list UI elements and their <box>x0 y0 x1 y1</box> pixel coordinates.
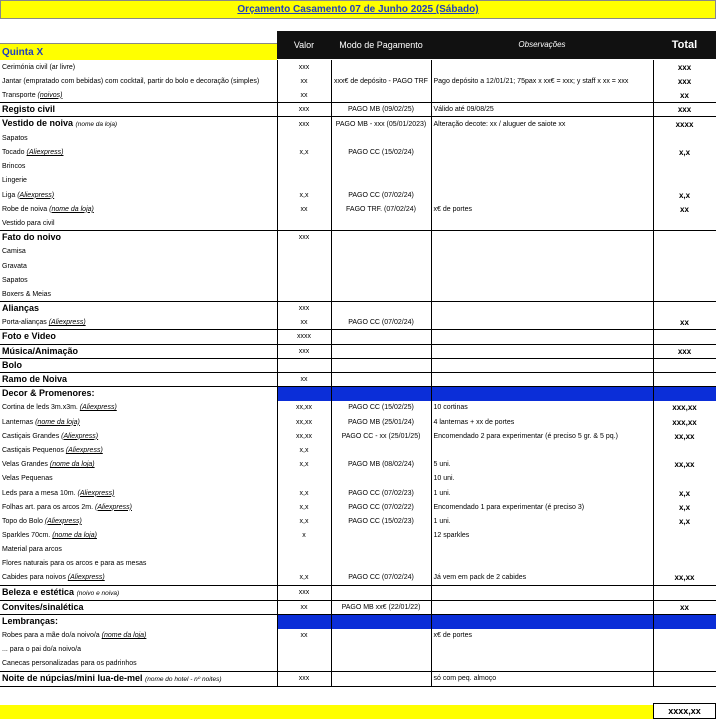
cell-obs[interactable] <box>431 358 653 372</box>
cell-obs[interactable]: 4 lanternas + xx de portes <box>431 415 653 429</box>
cell-valor[interactable]: xx <box>277 600 331 614</box>
row-note: (Aliexpress) <box>48 319 86 327</box>
cell-modo[interactable] <box>331 629 431 643</box>
table-row <box>0 486 716 500</box>
cell-total[interactable]: xxx <box>653 74 716 88</box>
cell-total[interactable] <box>653 585 716 600</box>
cell-valor[interactable]: xxx <box>277 117 331 132</box>
cell-modo[interactable] <box>331 245 431 259</box>
row-label[interactable]: Ramo de Noiva <box>0 372 277 386</box>
row-note: (Aliexpress) <box>65 446 103 454</box>
row-label[interactable]: Registo civil <box>0 103 277 117</box>
table-row <box>0 543 716 557</box>
cell-modo[interactable] <box>331 372 431 386</box>
cell-valor[interactable]: xx <box>277 88 331 102</box>
cell-obs[interactable] <box>431 216 653 230</box>
row-label[interactable]: Flores naturais para os arcos e para as mesas <box>0 557 277 571</box>
cell-obs[interactable] <box>431 245 653 259</box>
cell-obs[interactable] <box>431 131 653 145</box>
cell-total[interactable] <box>653 216 716 230</box>
row-note: (nome da loja) <box>101 632 147 640</box>
cell-modo[interactable] <box>331 657 431 671</box>
cell-obs[interactable] <box>431 316 653 330</box>
cell-modo[interactable] <box>331 174 431 188</box>
cell-total[interactable]: xxxx <box>653 117 716 132</box>
table-row <box>0 629 716 643</box>
row-label[interactable]: Transporte (noivos) <box>0 88 277 102</box>
cell-obs[interactable] <box>431 387 653 401</box>
cell-modo[interactable]: PAGO CC (07/02/24) <box>331 316 431 330</box>
table-row <box>0 557 716 571</box>
cell-obs[interactable]: 12 sparkles <box>431 529 653 543</box>
table-row <box>0 302 716 316</box>
cell-valor[interactable]: xxx <box>277 585 331 600</box>
cell-modo[interactable] <box>331 273 431 287</box>
cell-valor[interactable]: x <box>277 529 331 543</box>
table-row <box>0 60 716 74</box>
cell-valor[interactable] <box>277 358 331 372</box>
cell-valor[interactable] <box>277 160 331 174</box>
row-label[interactable]: Velas Grandes (nome da loja) <box>0 458 277 472</box>
row-label[interactable]: Robe de noiva (nome da loja) <box>0 202 277 216</box>
table-row <box>0 287 716 301</box>
cell-total[interactable] <box>653 443 716 457</box>
table-row <box>0 643 716 657</box>
header-modo: Modo de Pagamento <box>331 31 431 59</box>
cell-obs[interactable] <box>431 585 653 600</box>
table-row <box>0 500 716 514</box>
cell-valor[interactable] <box>277 472 331 486</box>
cell-obs[interactable] <box>431 557 653 571</box>
cell-modo[interactable] <box>331 60 431 74</box>
cell-modo[interactable] <box>331 671 431 686</box>
cell-obs[interactable]: Encomendado 2 para experimentar (é preciso 5 gr. & 5 pq.) <box>431 429 653 443</box>
cell-modo[interactable]: PAGO MB (09/02/25) <box>331 103 431 117</box>
table-row <box>0 387 716 401</box>
cell-valor[interactable] <box>277 657 331 671</box>
row-note: (nome da loja) <box>35 418 80 426</box>
cell-valor[interactable]: x,x <box>277 188 331 202</box>
cell-total[interactable] <box>653 643 716 657</box>
row-note: (noivos) <box>37 91 63 99</box>
row-note: (Aliexpress) <box>61 432 99 440</box>
cell-modo[interactable] <box>331 88 431 102</box>
section-header-quinta: Quinta X <box>0 43 277 60</box>
cell-obs[interactable] <box>431 443 653 457</box>
cell-obs[interactable]: 5 uni. <box>431 458 653 472</box>
row-note: (nome da loja) <box>75 121 118 129</box>
cell-total[interactable]: xx,xx <box>653 571 716 585</box>
row-note: (Aliexpress) <box>77 489 115 497</box>
cell-total[interactable] <box>653 231 716 245</box>
cell-valor[interactable] <box>277 387 331 401</box>
cell-total[interactable]: xxx <box>653 60 716 74</box>
cell-total[interactable] <box>653 160 716 174</box>
cell-valor[interactable]: x,x <box>277 145 331 159</box>
cell-obs[interactable] <box>431 287 653 301</box>
cell-total[interactable]: xx <box>653 316 716 330</box>
row-label[interactable]: Boxers & Meias <box>0 287 277 301</box>
table-row <box>0 216 716 230</box>
cell-modo[interactable] <box>331 557 431 571</box>
cell-valor[interactable] <box>277 245 331 259</box>
row-label[interactable]: Fato do noivo <box>0 231 277 245</box>
table-row <box>0 443 716 457</box>
cell-obs[interactable]: Alteração decote: xx / aluguer de saiote xx <box>431 117 653 132</box>
table-row <box>0 585 716 600</box>
row-label[interactable]: Folhas art. para os arcos 2m. (Aliexpress) <box>0 500 277 514</box>
cell-valor[interactable]: xx,xx <box>277 401 331 415</box>
cell-total[interactable]: x,x <box>653 188 716 202</box>
header-obs: Observações <box>431 31 653 59</box>
cell-total[interactable]: xx,xx <box>653 429 716 443</box>
cell-total[interactable]: x,x <box>653 514 716 528</box>
cell-total[interactable]: xx <box>653 202 716 216</box>
cell-total[interactable] <box>653 245 716 259</box>
cell-valor[interactable]: xx <box>277 316 331 330</box>
cell-obs[interactable]: 1 uni. <box>431 486 653 500</box>
cell-valor[interactable]: xxx <box>277 302 331 316</box>
cell-total[interactable]: xxx,xx <box>653 415 716 429</box>
cell-valor[interactable]: x,x <box>277 500 331 514</box>
budget-table <box>0 60 716 687</box>
cell-modo[interactable]: PAGO CC (15/02/24) <box>331 145 431 159</box>
cell-modo[interactable]: FAGO TRF. (07/02/24) <box>331 202 431 216</box>
cell-obs[interactable]: Pago depósito a 12/01/21; 75pax x xx€ = xxx; y staff x xx = xxx <box>431 74 653 88</box>
table-row <box>0 131 716 145</box>
cell-valor[interactable]: xxxx <box>277 330 331 344</box>
cell-valor[interactable]: xx <box>277 372 331 386</box>
row-label[interactable]: Bolo <box>0 358 277 372</box>
row-note: (nome da loja) <box>49 205 94 213</box>
cell-modo[interactable] <box>331 585 431 600</box>
cell-total[interactable] <box>653 287 716 301</box>
table-row <box>0 145 716 159</box>
cell-total[interactable] <box>653 330 716 344</box>
row-label[interactable]: Topo do Bolo (Aliexpress) <box>0 514 277 528</box>
cell-total[interactable]: xx,xx <box>653 458 716 472</box>
cell-obs[interactable] <box>431 259 653 273</box>
cell-total[interactable] <box>653 543 716 557</box>
cell-modo[interactable] <box>331 131 431 145</box>
row-note: (Aliexpress) <box>67 574 105 582</box>
cell-modo[interactable] <box>331 614 431 628</box>
cell-modo[interactable] <box>331 472 431 486</box>
row-label[interactable]: Cortina de leds 3m.x3m. (Aliexpress) <box>0 401 277 415</box>
cell-obs[interactable] <box>431 174 653 188</box>
cell-valor[interactable]: xxx <box>277 231 331 245</box>
cell-valor[interactable]: xx,xx <box>277 415 331 429</box>
row-note: (Aliexpress) <box>79 404 117 412</box>
cell-total[interactable]: xxx,xx <box>653 401 716 415</box>
cell-total[interactable] <box>653 472 716 486</box>
cell-total[interactable]: xxx <box>653 344 716 358</box>
table-row <box>0 344 716 358</box>
cell-obs[interactable]: Encomendado 1 para experimentar (é preciso 3) <box>431 500 653 514</box>
cell-modo[interactable] <box>331 387 431 401</box>
row-note: (Aliexpress) <box>95 503 132 511</box>
table-row <box>0 671 716 686</box>
row-note: (Aliexpress) <box>44 517 82 525</box>
cell-total[interactable] <box>653 174 716 188</box>
row-note: (nome da loja) <box>49 461 95 469</box>
cell-valor[interactable]: xx <box>277 74 331 88</box>
cell-total[interactable] <box>653 614 716 628</box>
cell-valor[interactable]: x,x <box>277 458 331 472</box>
table-row <box>0 372 716 386</box>
cell-valor[interactable]: x,x <box>277 443 331 457</box>
table-row <box>0 429 716 443</box>
footer-fill <box>0 705 653 719</box>
cell-total[interactable] <box>653 629 716 643</box>
row-label[interactable]: Jantar (empratado com bebidas) com cocktail, partir do bolo e decoração (simples) <box>0 74 277 88</box>
cell-modo[interactable] <box>331 529 431 543</box>
row-label[interactable]: Velas Pequenas <box>0 472 277 486</box>
cell-modo[interactable]: PAGO CC (07/02/22) <box>331 500 431 514</box>
row-label[interactable]: Alianças <box>0 302 277 316</box>
cell-modo[interactable] <box>331 259 431 273</box>
row-label[interactable]: Beleza e estética (noivo e noiva) <box>0 585 277 600</box>
row-label[interactable]: Música/Animação <box>0 344 277 358</box>
row-label[interactable]: Noite de núpcias/mini lua-de-mel (nome do hotel - nº noites) <box>0 671 277 686</box>
sheet-title: Orçamento Casamento 07 de Junho 2025 (Sábado) <box>0 0 716 19</box>
row-label[interactable]: Camisa <box>0 245 277 259</box>
cell-valor[interactable] <box>277 543 331 557</box>
cell-obs[interactable]: Já vem em pack de 2 cabides <box>431 571 653 585</box>
table-row <box>0 316 716 330</box>
cell-modo[interactable] <box>331 160 431 174</box>
cell-obs[interactable]: só com peq. almoço <box>431 671 653 686</box>
table-row <box>0 74 716 88</box>
table-row <box>0 117 716 132</box>
grand-total: xxxx,xx <box>653 703 716 719</box>
cell-valor[interactable]: xxx <box>277 671 331 686</box>
row-label[interactable]: Decor & Promenores: <box>0 387 277 401</box>
cell-total[interactable]: x,x <box>653 500 716 514</box>
cell-total[interactable] <box>653 302 716 316</box>
row-label[interactable]: Cabides para noivos (Aliexpress) <box>0 571 277 585</box>
cell-obs[interactable]: Válido até 09/08/25 <box>431 103 653 117</box>
table-row <box>0 88 716 102</box>
row-label[interactable]: Foto e Video <box>0 330 277 344</box>
cell-total[interactable]: xx <box>653 600 716 614</box>
cell-valor[interactable]: x,x <box>277 571 331 585</box>
table-row <box>0 614 716 628</box>
table-row <box>0 657 716 671</box>
cell-valor[interactable] <box>277 273 331 287</box>
cell-obs[interactable] <box>431 160 653 174</box>
table-row <box>0 245 716 259</box>
cell-valor[interactable]: x,x <box>277 514 331 528</box>
cell-modo[interactable] <box>331 543 431 557</box>
row-label[interactable]: Gravata <box>0 259 277 273</box>
cell-modo[interactable]: PAGO MB (25/01/24) <box>331 415 431 429</box>
table-row <box>0 202 716 216</box>
row-label[interactable]: Lembranças: <box>0 614 277 628</box>
cell-total[interactable]: x,x <box>653 486 716 500</box>
cell-total[interactable]: xxx <box>653 103 716 117</box>
row-label[interactable]: ... para o pai do/a noivo/a <box>0 643 277 657</box>
cell-valor[interactable]: xxx <box>277 60 331 74</box>
cell-obs[interactable] <box>431 344 653 358</box>
row-label[interactable]: Castiçais Grandes (Aliexpress) <box>0 429 277 443</box>
cell-obs[interactable] <box>431 600 653 614</box>
table-row <box>0 188 716 202</box>
cell-total[interactable] <box>653 273 716 287</box>
row-label[interactable]: Sparkles 70cm. (nome da loja) <box>0 529 277 543</box>
row-label[interactable]: Sapatos <box>0 273 277 287</box>
row-label[interactable]: Material para arcos <box>0 543 277 557</box>
cell-obs[interactable] <box>431 273 653 287</box>
table-row <box>0 472 716 486</box>
row-label[interactable]: Castiçais Pequenos (Aliexpress) <box>0 443 277 457</box>
cell-obs[interactable] <box>431 60 653 74</box>
cell-obs[interactable] <box>431 330 653 344</box>
cell-total[interactable] <box>653 529 716 543</box>
cell-total[interactable] <box>653 657 716 671</box>
cell-obs[interactable]: x€ de portes <box>431 202 653 216</box>
row-note: (nome da loja) <box>52 532 97 540</box>
row-label[interactable]: Vestido de noiva (nome da loja) <box>0 117 277 132</box>
table-row <box>0 174 716 188</box>
table-row <box>0 529 716 543</box>
cell-total[interactable] <box>653 259 716 273</box>
cell-valor[interactable] <box>277 557 331 571</box>
cell-total[interactable] <box>653 131 716 145</box>
cell-modo[interactable]: PAGO CC (07/02/23) <box>331 486 431 500</box>
cell-valor[interactable] <box>277 287 331 301</box>
row-label[interactable]: Lanternas (nome da loja) <box>0 415 277 429</box>
cell-valor[interactable]: xx <box>277 202 331 216</box>
cell-obs[interactable]: 1 uni. <box>431 514 653 528</box>
cell-valor[interactable] <box>277 131 331 145</box>
cell-valor[interactable]: xxx <box>277 103 331 117</box>
table-row <box>0 514 716 528</box>
cell-valor[interactable]: xx,xx <box>277 429 331 443</box>
table-row <box>0 458 716 472</box>
cell-modo[interactable]: PAGO MB (08/02/24) <box>331 458 431 472</box>
cell-obs[interactable] <box>431 372 653 386</box>
cell-modo[interactable]: PAGO CC - xx (25/01/25) <box>331 429 431 443</box>
cell-obs[interactable] <box>431 145 653 159</box>
row-label[interactable]: Lingerie <box>0 174 277 188</box>
cell-modo[interactable] <box>331 643 431 657</box>
row-label[interactable]: Brincos <box>0 160 277 174</box>
cell-modo[interactable] <box>331 443 431 457</box>
row-label[interactable]: Robes para a mãe do/a noivo/a (nome da loja) <box>0 629 277 643</box>
table-row <box>0 358 716 372</box>
table-row <box>0 231 716 245</box>
cell-total[interactable] <box>653 387 716 401</box>
cell-total[interactable] <box>653 671 716 686</box>
cell-obs[interactable] <box>431 614 653 628</box>
row-label[interactable]: Tocado (Aliexpress) <box>0 145 277 159</box>
cell-obs[interactable]: 10 uni. <box>431 472 653 486</box>
cell-total[interactable]: x,x <box>653 145 716 159</box>
cell-total[interactable]: xx <box>653 88 716 102</box>
cell-modo[interactable]: PAGO CC (07/02/24) <box>331 571 431 585</box>
cell-obs[interactable] <box>431 643 653 657</box>
cell-valor[interactable] <box>277 643 331 657</box>
cell-modo[interactable]: PAGO CC (15/02/25) <box>331 401 431 415</box>
table-row <box>0 273 716 287</box>
cell-obs[interactable] <box>431 657 653 671</box>
cell-obs[interactable] <box>431 88 653 102</box>
table-row <box>0 600 716 614</box>
header-valor: Valor <box>277 31 331 59</box>
cell-modo[interactable] <box>331 231 431 245</box>
cell-modo[interactable] <box>331 216 431 230</box>
row-label[interactable]: Porta-alianças (Aliexpress) <box>0 316 277 330</box>
cell-obs[interactable]: x€ de portes <box>431 629 653 643</box>
header-total: Total <box>653 31 716 59</box>
row-note: (Aliexpress) <box>26 149 64 157</box>
row-label[interactable]: Convites/sinalética <box>0 600 277 614</box>
table-row <box>0 330 716 344</box>
row-label[interactable]: Liga (Aliexpress) <box>0 188 277 202</box>
table-row <box>0 415 716 429</box>
cell-modo[interactable]: xxx€ de depósito - PAGO TRF <box>331 74 431 88</box>
table-row <box>0 160 716 174</box>
row-label[interactable]: Cerimónia civil (ar livre) <box>0 60 277 74</box>
cell-modo[interactable]: PAGO MB - xxx (05/01/2023) <box>331 117 431 132</box>
cell-valor[interactable] <box>277 174 331 188</box>
cell-modo[interactable]: PAGO MB xx€ (22/01/22) <box>331 600 431 614</box>
cell-total[interactable] <box>653 372 716 386</box>
cell-obs[interactable]: 10 cortinas <box>431 401 653 415</box>
cell-modo[interactable] <box>331 358 431 372</box>
row-label[interactable]: Sapatos <box>0 131 277 145</box>
row-note: (nome do hotel - nº noites) <box>145 675 222 683</box>
cell-obs[interactable] <box>431 231 653 245</box>
table-row <box>0 259 716 273</box>
cell-obs[interactable] <box>431 543 653 557</box>
cell-valor[interactable]: xx <box>277 629 331 643</box>
row-note: (Aliexpress) <box>17 191 55 199</box>
cell-obs[interactable] <box>431 302 653 316</box>
cell-valor[interactable]: x,x <box>277 486 331 500</box>
cell-modo[interactable] <box>331 330 431 344</box>
cell-modo[interactable]: PAGO CC (15/02/23) <box>331 514 431 528</box>
table-row <box>0 571 716 585</box>
cell-total[interactable] <box>653 358 716 372</box>
cell-valor[interactable]: xxx <box>277 344 331 358</box>
cell-modo[interactable]: PAGO CC (07/02/24) <box>331 188 431 202</box>
cell-valor[interactable] <box>277 614 331 628</box>
cell-valor[interactable] <box>277 216 331 230</box>
table-row <box>0 401 716 415</box>
table-row <box>0 103 716 117</box>
cell-valor[interactable] <box>277 259 331 273</box>
row-label[interactable]: Vestido para civil <box>0 216 277 230</box>
cell-modo[interactable] <box>331 287 431 301</box>
row-note: (noivo e noiva) <box>76 589 120 597</box>
cell-modo[interactable] <box>331 344 431 358</box>
row-label[interactable]: Leds para a mesa 10m. (Aliexpress) <box>0 486 277 500</box>
cell-modo[interactable] <box>331 302 431 316</box>
cell-obs[interactable] <box>431 188 653 202</box>
cell-total[interactable] <box>653 557 716 571</box>
row-label[interactable]: Canecas personalizadas para os padrinhos <box>0 657 277 671</box>
